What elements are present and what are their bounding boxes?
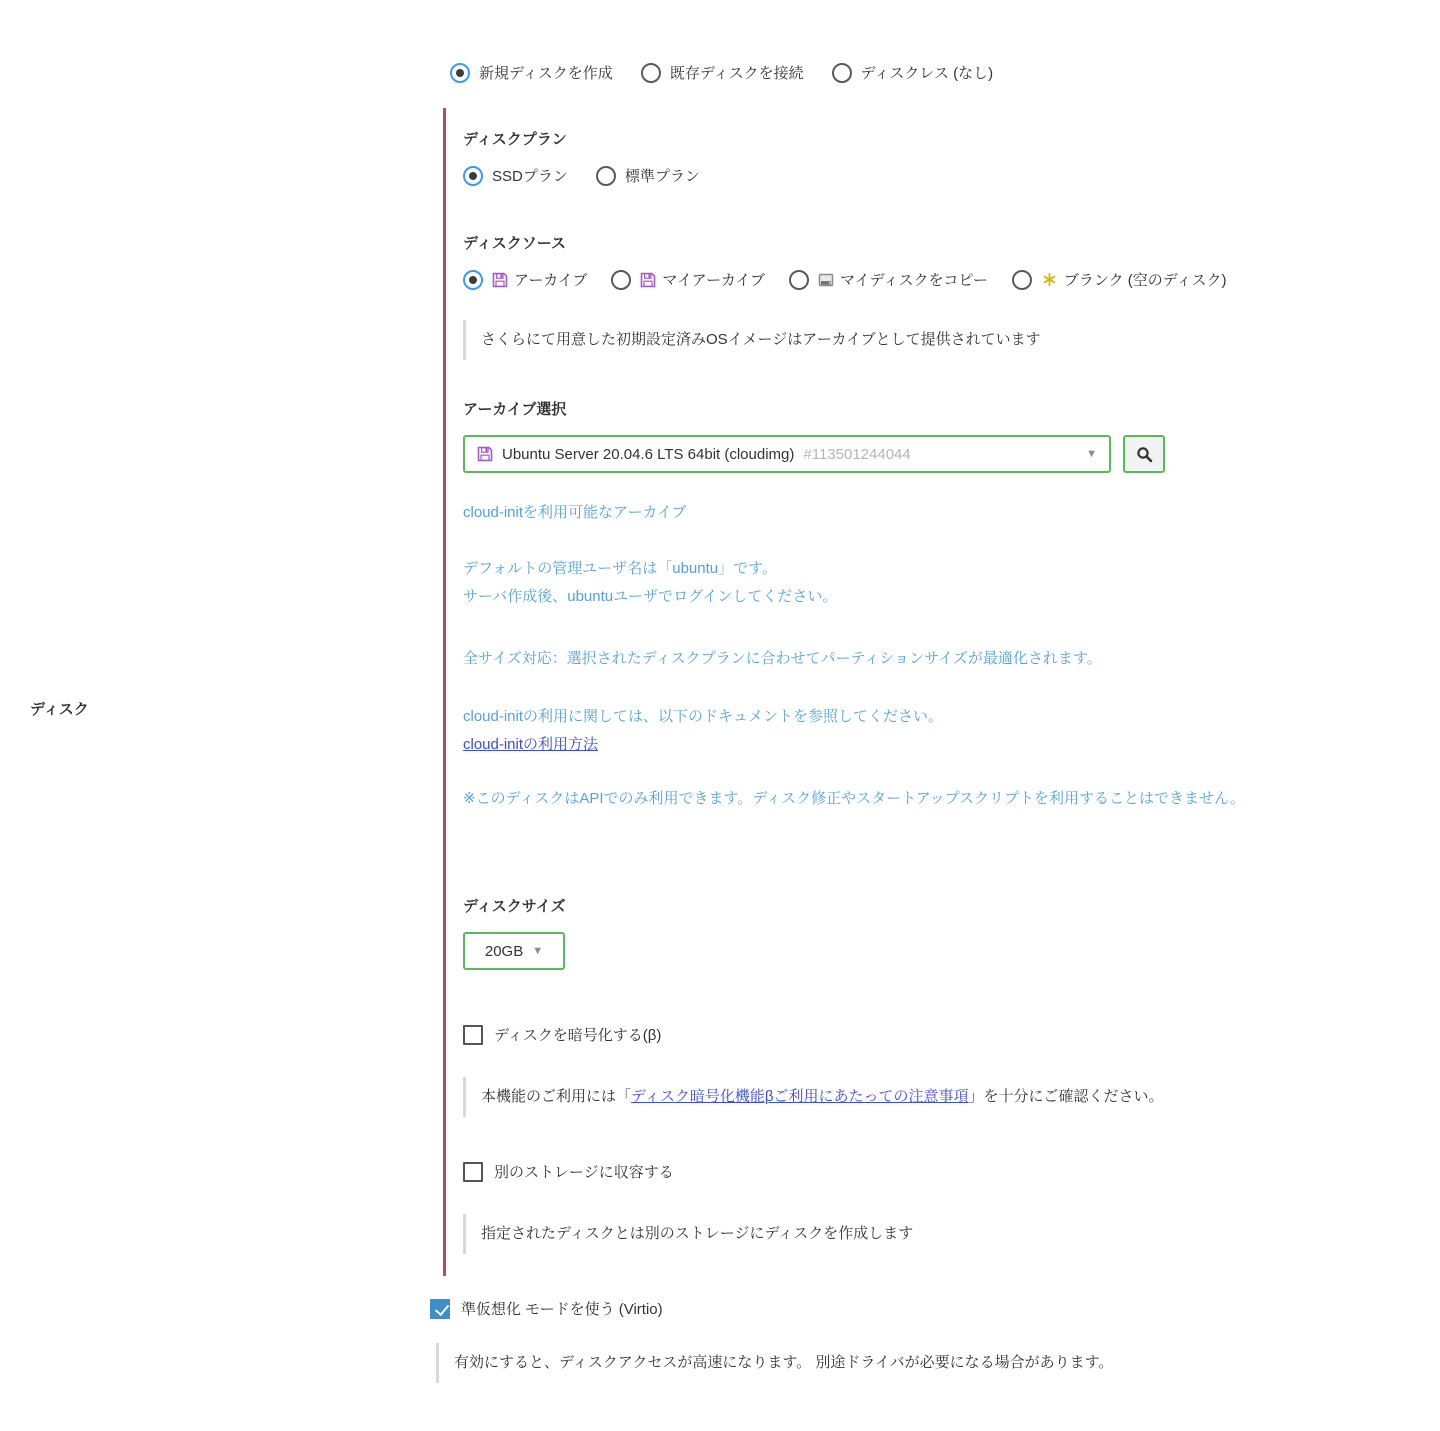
floppy-icon	[492, 272, 508, 288]
info-line: cloud-initを利用可能なアーカイブ	[463, 504, 687, 521]
radio-icon	[789, 270, 809, 290]
radio-source-copy-my-disk[interactable]	[789, 269, 988, 290]
note-text: 指定されたディスクとは別のストレージにディスクを作成します	[481, 1225, 914, 1242]
archive-search-button[interactable]	[1123, 435, 1165, 473]
info-line: サーバ作成後、ubuntuユーザでログインしてください。	[463, 588, 838, 605]
radio-connect-existing-disk[interactable]	[641, 62, 804, 83]
radio-label: 標準プラン	[624, 168, 700, 185]
encrypt-disk-note	[463, 1077, 1430, 1117]
radio-label: ブランク (空のディスク)	[1063, 272, 1227, 289]
new-disk-config-block	[443, 108, 1430, 1276]
encryption-notice-link[interactable]: ディスク暗号化機能βご利用にあたっての注意事項	[631, 1088, 969, 1105]
radio-label: マイディスクをコピー	[839, 272, 988, 289]
separate-storage-note	[463, 1214, 1430, 1254]
floppy-icon	[640, 272, 656, 288]
radio-icon	[611, 270, 631, 290]
checkbox-label: ディスクを暗号化する(β)	[494, 1027, 662, 1044]
checkbox-label: 別のストレージに収容する	[494, 1164, 674, 1181]
asterisk-icon	[1043, 273, 1056, 286]
info-line: 全サイズ対応：選択されたディスクプランに合わせてパーティションサイズが最適化されます。	[463, 650, 1102, 667]
floppy-icon	[477, 446, 493, 462]
radio-label: マイアーカイブ	[662, 272, 765, 289]
radio-source-archive[interactable]	[463, 269, 587, 290]
checkbox-icon	[463, 1025, 483, 1045]
radio-icon	[450, 63, 470, 83]
cloud-init-usage-link[interactable]: cloud-initの利用方法	[463, 736, 599, 753]
radio-icon	[641, 63, 661, 83]
info-line: cloud-initの利用に関しては、以下のドキュメントを参照してください。	[463, 708, 944, 725]
archive-select-row	[463, 435, 1430, 473]
disk-mode-radio-group	[450, 62, 1430, 83]
note-text: 有効にすると、ディスクアクセスが高速になります。 別途ドライバが必要になる場合があります。	[454, 1354, 1114, 1371]
radio-label: アーカイブ	[514, 272, 588, 289]
archive-select-heading: アーカイブ選択	[463, 401, 567, 418]
archive-selected-id: #113501244044	[803, 445, 911, 463]
dropdown-caret-icon: ▼	[532, 945, 544, 957]
archive-select-dropdown[interactable]	[463, 435, 1111, 473]
dropdown-caret-icon: ▼	[1086, 448, 1097, 460]
radio-source-blank[interactable]	[1012, 269, 1227, 290]
encrypt-disk-checkbox[interactable]	[463, 1024, 1430, 1045]
radio-label: SSDプラン	[492, 168, 568, 185]
radio-standard-plan[interactable]	[596, 165, 700, 186]
separate-storage-checkbox[interactable]	[463, 1161, 1430, 1182]
disk-drive-icon	[818, 272, 834, 288]
note-text: さくらにて用意した初期設定済みOSイメージはアーカイブとして提供されています	[481, 331, 1041, 348]
radio-ssd-plan[interactable]	[463, 165, 568, 186]
checkbox-icon	[463, 1162, 483, 1182]
info-line: デフォルトの管理ユーザ名は「ubuntu」です。	[463, 560, 777, 577]
note-text: 」を十分にご確認ください。	[968, 1088, 1164, 1105]
radio-icon	[596, 166, 616, 186]
radio-icon	[832, 63, 852, 83]
radio-icon	[463, 270, 483, 290]
radio-icon	[1012, 270, 1032, 290]
archive-info-text	[463, 499, 1430, 813]
disk-size-row	[463, 932, 1430, 970]
info-line: ※このディスクはAPIでのみ利用できます。ディスク修正やスタートアップスクリプトを利用することはできません。	[463, 790, 1245, 807]
virtio-note	[436, 1343, 1430, 1383]
disk-size-dropdown[interactable]	[463, 932, 565, 970]
note-text: 本機能のご利用には「	[481, 1088, 632, 1105]
virtio-mode-checkbox[interactable]	[430, 1298, 1430, 1319]
disk-plan-radio-group	[463, 165, 1430, 186]
disk-source-note	[463, 320, 1430, 360]
radio-icon	[463, 166, 483, 186]
radio-label: 既存ディスクを接続	[669, 65, 804, 82]
disk-size-heading: ディスクサイズ	[463, 898, 566, 915]
radio-label: ディスクレス (なし)	[860, 65, 994, 82]
disk-size-value: 20GB	[484, 942, 524, 960]
disk-source-heading: ディスクソース	[463, 235, 567, 252]
disk-section-label: ディスク	[30, 701, 89, 718]
checkbox-icon	[430, 1299, 450, 1319]
radio-diskless[interactable]	[832, 62, 994, 83]
checkbox-label: 準仮想化 モードを使う (Virtio)	[461, 1301, 663, 1318]
disk-plan-heading: ディスクプラン	[463, 131, 567, 148]
disk-source-radio-group	[463, 269, 1430, 290]
search-icon	[1136, 446, 1153, 463]
radio-source-my-archive[interactable]	[611, 269, 765, 290]
archive-selected-name: Ubuntu Server 20.04.6 LTS 64bit (cloudimg)	[502, 445, 795, 463]
radio-create-new-disk[interactable]	[450, 62, 613, 83]
radio-label: 新規ディスクを作成	[479, 65, 613, 82]
disk-settings-main	[430, 62, 1430, 1383]
